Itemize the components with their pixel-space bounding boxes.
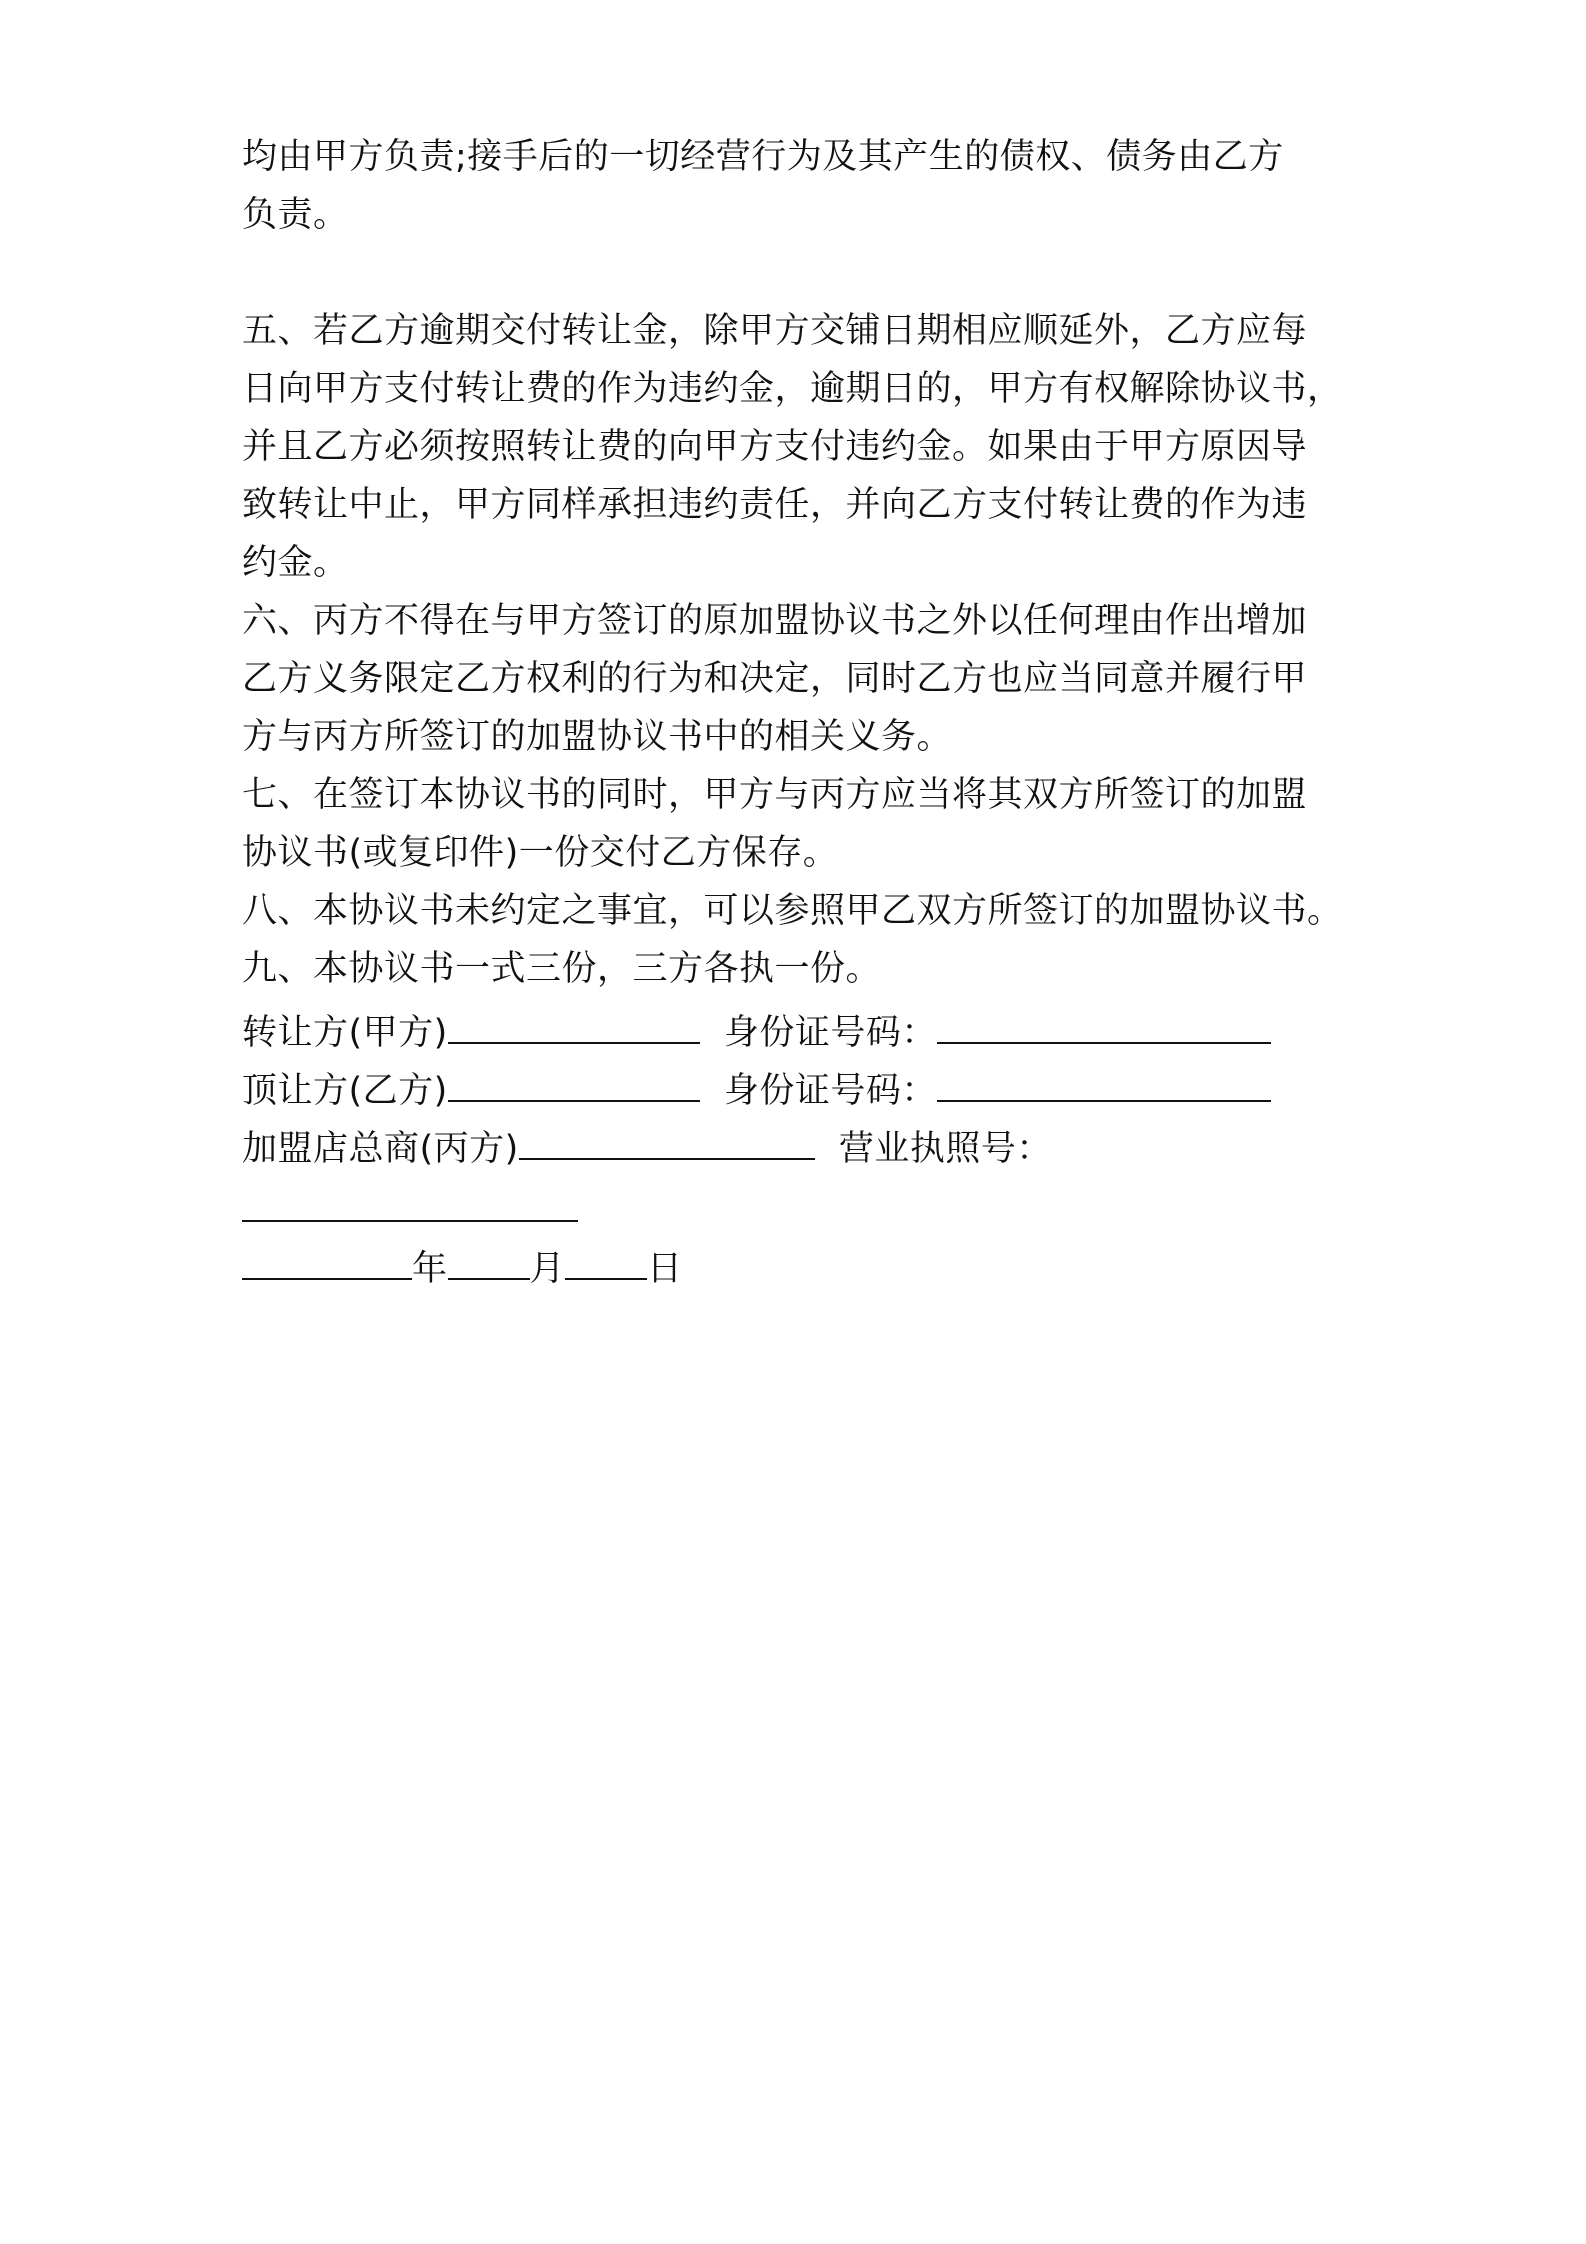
paragraph-5-line-1: 五、若乙方逾期交付转让金，除甲方交铺日期相应顺延外，乙方应每: [242, 311, 1308, 351]
paragraph-4-line-2: 负责。: [242, 195, 349, 235]
paragraph-9: 九、本协议书一式三份，三方各执一份。: [242, 949, 882, 989]
party-c-label: 加盟店总商(丙方): [242, 1129, 519, 1169]
party-c-signature-blank[interactable]: [519, 1128, 815, 1160]
party-a-signature-blank[interactable]: [448, 1012, 700, 1044]
party-a-label: 转让方(甲方): [242, 1013, 448, 1053]
party-a-id-blank[interactable]: [937, 1012, 1271, 1044]
month-label: 月: [529, 1249, 566, 1289]
day-blank[interactable]: [565, 1248, 647, 1280]
month-blank[interactable]: [448, 1248, 530, 1280]
signature-row-party-c: [242, 1124, 1362, 1174]
paragraph-5-line-3: 并且乙方必须按照转让费的向甲方支付违约金。如果由于甲方原因导: [242, 427, 1308, 467]
signature-row-party-b: [242, 1066, 1362, 1116]
paragraph-6-line-3: 方与丙方所签订的加盟协议书中的相关义务。: [242, 717, 953, 757]
party-b-label: 顶让方(乙方): [242, 1071, 448, 1111]
year-blank[interactable]: [242, 1248, 412, 1280]
party-b-id-label: 身份证号码：: [723, 1071, 937, 1111]
party-b-id-blank[interactable]: [937, 1070, 1271, 1102]
party-c-license-label: 营业执照号：: [838, 1129, 1052, 1169]
paragraph-5-line-4: 致转让中止，甲方同样承担违约责任，并向乙方支付转让费的作为违: [242, 485, 1308, 525]
paragraph-5-line-5: 约金。: [242, 543, 349, 583]
license-number-row: [242, 1186, 1362, 1236]
license-number-blank[interactable]: [242, 1190, 578, 1222]
paragraph-8: 八、本协议书未约定之事宜，可以参照甲乙双方所签订的加盟协议书。: [242, 891, 1343, 931]
party-a-id-label: 身份证号码：: [723, 1013, 937, 1053]
paragraph-7-line-1: 七、在签订本协议书的同时，甲方与丙方应当将其双方所签订的加盟: [242, 775, 1308, 815]
paragraph-5-line-2: 日向甲方支付转让费的作为违约金，逾期日的，甲方有权解除协议书，: [242, 369, 1343, 409]
party-b-signature-blank[interactable]: [448, 1070, 700, 1102]
paragraph-6-line-2: 乙方义务限定乙方权利的行为和决定，同时乙方也应当同意并履行甲: [242, 659, 1308, 699]
paragraph-4-line-1: 均由甲方负责;接手后的一切经营行为及其产生的债权、债务由乙方: [242, 137, 1284, 177]
date-row: [242, 1244, 1362, 1294]
paragraph-6-line-1: 六、丙方不得在与甲方签订的原加盟协议书之外以任何理由作出增加: [242, 601, 1308, 641]
year-label: 年: [412, 1249, 448, 1289]
day-label: 日: [647, 1249, 683, 1289]
signature-row-party-a: [242, 1008, 1362, 1058]
paragraph-7-line-2: 协议书(或复印件)一份交付乙方保存。: [242, 833, 839, 873]
